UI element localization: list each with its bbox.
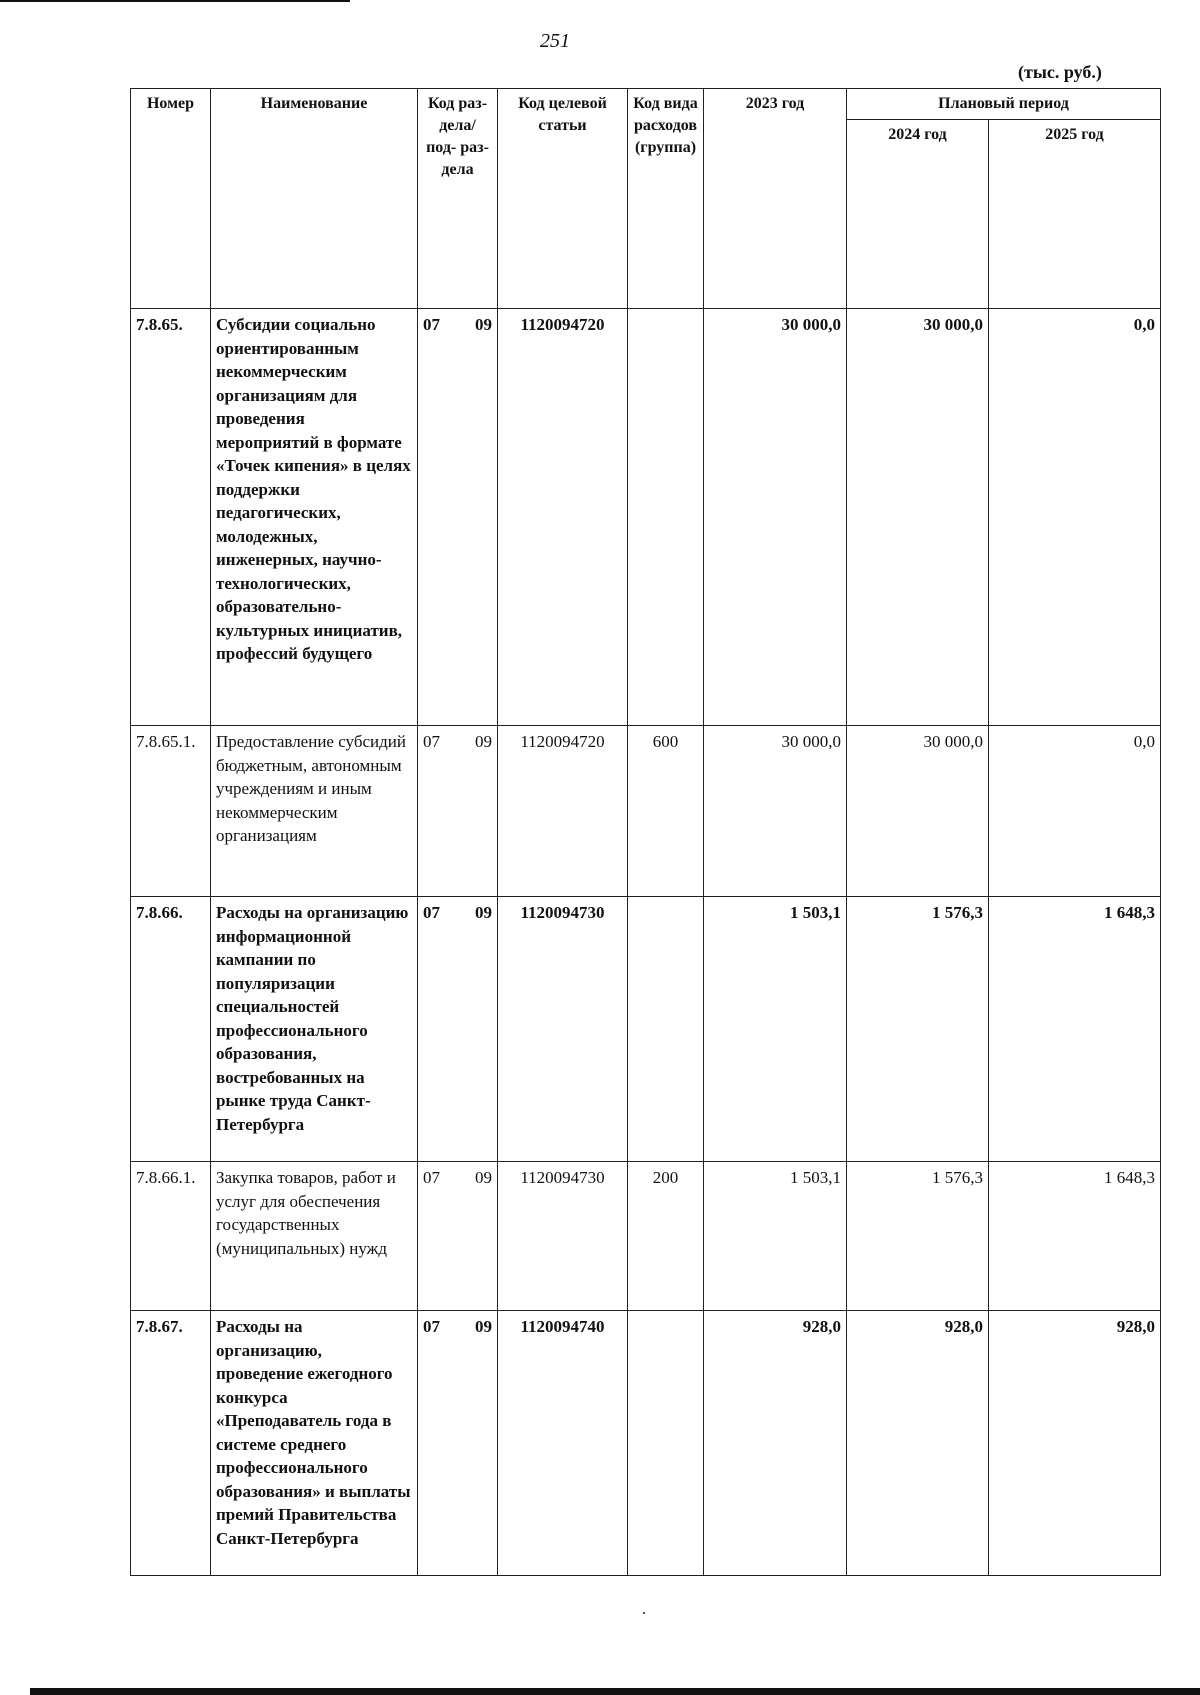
row-name: Предоставление субсидий бюджетным, автономным учреждениям и иным некоммерческим организациям [211,726,418,897]
row-expense-type [628,897,704,1162]
row-name: Закупка товаров, работ и услуг для обеспечения государственных (муниципальных) нужд [211,1162,418,1311]
row-number: 7.8.66. [131,897,211,1162]
row-target-code: 1120094720 [498,726,628,897]
row-amount-2023: 928,0 [704,1311,847,1576]
row-section-code [418,309,498,726]
row-amount-2024: 30 000,0 [847,726,989,897]
row-amount-2024: 30 000,0 [847,309,989,726]
header-row [131,89,1161,120]
bottom-rule [30,1688,1200,1695]
header-expense-type: Код вида расходов (группа) [628,89,704,309]
subsection-code: 09 [475,732,492,751]
top-rule [0,0,350,2]
row-amount-2025: 928,0 [989,1311,1161,1576]
row-amount-2025: 0,0 [989,726,1161,897]
row-amount-2024: 1 576,3 [847,897,989,1162]
subsection-code: 09 [475,315,492,334]
header-target: Код целевой статьи [498,89,628,309]
header-number: Номер [131,89,211,309]
subsection-code: 09 [475,1168,492,1187]
table-row [131,726,1161,897]
row-number: 7.8.67. [131,1311,211,1576]
row-target-code: 1120094730 [498,897,628,1162]
row-target-code: 1120094730 [498,1162,628,1311]
budget-table [130,88,1161,1576]
row-amount-2023: 1 503,1 [704,1162,847,1311]
units-label: (тыс. руб.) [1018,62,1102,82]
row-amount-2024: 1 576,3 [847,1162,989,1311]
row-expense-type [628,1311,704,1576]
row-name: Субсидии социально ориентированным некоммерческим организациям для проведения мероприятий в формате «Точек кипения» в целях поддержки педагогических, молодежных, инженерных, научно-технологических, образовательно-культурных инициатив, профессий будущего [211,309,418,726]
page-number: 251 [540,30,570,52]
row-name: Расходы на организацию, проведение ежегодного конкурса «Преподаватель года в системе среднего профессионального образования» и выплаты премий Правительства Санкт-Петербурга [211,1311,418,1576]
table-row [131,309,1161,726]
row-amount-2025: 1 648,3 [989,1162,1161,1311]
row-amount-2023: 1 503,1 [704,897,847,1162]
header-2025: 2025 год [989,120,1161,309]
row-section-code [418,1162,498,1311]
scan-dot [643,1612,645,1614]
row-expense-type: 600 [628,726,704,897]
table-row [131,897,1161,1162]
row-amount-2024: 928,0 [847,1311,989,1576]
section-code: 07 [423,315,440,334]
table-row [131,1162,1161,1311]
section-code: 07 [423,1168,440,1187]
subsection-code: 09 [475,1317,492,1336]
row-target-code: 1120094720 [498,309,628,726]
header-section: Код раз- дела/ под- раз- дела [418,89,498,309]
row-target-code: 1120094740 [498,1311,628,1576]
section-code: 07 [423,903,440,922]
table-row [131,1311,1161,1576]
row-expense-type [628,309,704,726]
row-amount-2025: 1 648,3 [989,897,1161,1162]
header-name: Наименование [211,89,418,309]
row-amount-2025: 0,0 [989,309,1161,726]
row-number: 7.8.65.1. [131,726,211,897]
section-code: 07 [423,1317,440,1336]
row-expense-type: 200 [628,1162,704,1311]
row-section-code [418,897,498,1162]
row-number: 7.8.65. [131,309,211,726]
row-amount-2023: 30 000,0 [704,726,847,897]
header-2023: 2023 год [704,89,847,309]
section-code: 07 [423,732,440,751]
row-amount-2023: 30 000,0 [704,309,847,726]
header-planned-period: Плановый период [847,89,1161,120]
row-number: 7.8.66.1. [131,1162,211,1311]
row-name: Расходы на организацию информационной кампании по популяризации специальностей профессионального образования, востребованных на рынке труда Санкт-Петербурга [211,897,418,1162]
header-2024: 2024 год [847,120,989,309]
subsection-code: 09 [475,903,492,922]
row-section-code [418,726,498,897]
row-section-code [418,1311,498,1576]
